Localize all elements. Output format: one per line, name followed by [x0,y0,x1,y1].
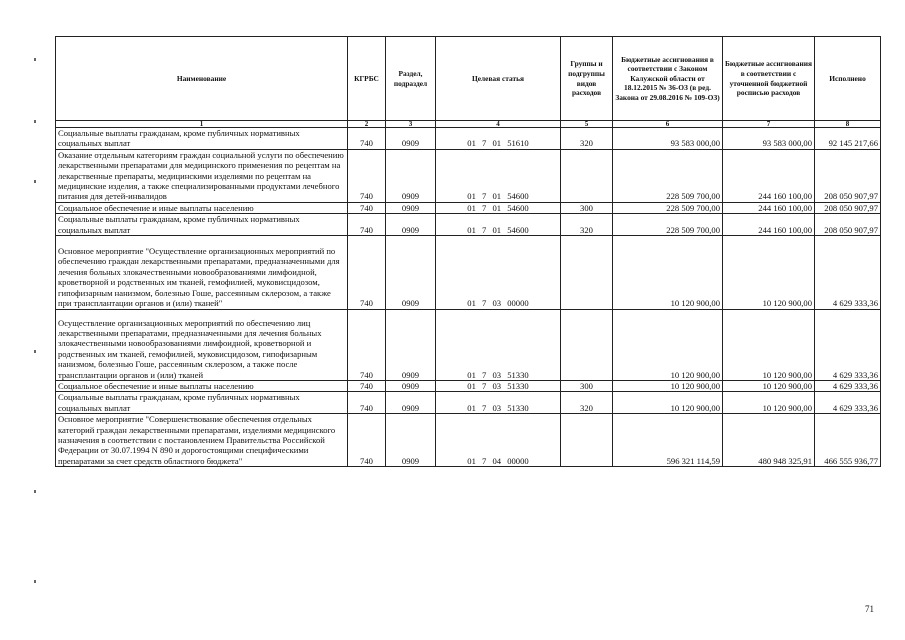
column-number: 2 [348,121,386,128]
row-section: 0909 [386,414,436,467]
column-number: 1 [56,121,348,128]
row-section: 0909 [386,202,436,213]
row-group: 300 [561,380,613,391]
row-executed: 208 050 907,97 [815,149,881,202]
row-section: 0909 [386,236,436,309]
row-kgrbs: 740 [348,309,386,380]
header-refined: Бюджетные ассигнования в соответствии с уточненной бюджетной росписью расходов [723,37,815,121]
table-row [56,392,881,414]
table-row [56,414,881,467]
row-name: Социальные выплаты гражданам, кроме публичных нормативных социальных выплат [56,214,348,236]
row-name: Основное мероприятие "Осуществление организационных мероприятий по обеспечению граждан лекарственными препаратами, предназначенными для лечения больных злокачественными новообразованиями лимфоидной, кроветворной и родственных им тканей, гемофилией, муковисцидозом, гипофизарным нанизмом, болезнью Гоше, рассеянным склерозом, а также при трансплантации органов и (или) тканей" [56,236,348,309]
row-budget: 596 321 114,59 [613,414,723,467]
header-group: Группы и подгруппы видов расходов [561,37,613,121]
row-group [561,149,613,202]
row-target: 01 7 01 54600 [436,214,561,236]
row-section: 0909 [386,380,436,391]
row-refined: 10 120 900,00 [723,392,815,414]
row-executed: 466 555 936,77 [815,414,881,467]
row-target: 01 7 03 51330 [436,309,561,380]
row-section: 0909 [386,392,436,414]
row-refined: 10 120 900,00 [723,309,815,380]
row-section: 0909 [386,309,436,380]
scan-mark [34,350,36,353]
scan-mark [34,580,36,583]
header-target: Целевая статья [436,37,561,121]
table-row [56,214,881,236]
row-target: 01 7 01 51610 [436,128,561,150]
row-budget: 93 583 000,00 [613,128,723,150]
row-group [561,414,613,467]
column-number: 3 [386,121,436,128]
row-kgrbs: 740 [348,214,386,236]
row-refined: 10 120 900,00 [723,380,815,391]
header-name: Наименование [56,37,348,121]
row-group: 300 [561,202,613,213]
table-row [56,128,881,150]
row-group: 320 [561,214,613,236]
row-target: 01 7 03 51330 [436,392,561,414]
scan-mark [34,180,36,183]
row-group [561,309,613,380]
table-row [56,309,881,380]
row-budget: 10 120 900,00 [613,392,723,414]
row-executed: 92 145 217,66 [815,128,881,150]
column-number: 5 [561,121,613,128]
row-refined: 244 160 100,00 [723,149,815,202]
row-budget: 228 509 700,00 [613,202,723,213]
row-executed: 4 629 333,36 [815,236,881,309]
row-section: 0909 [386,128,436,150]
column-number-row [56,121,881,128]
row-name: Оказание отдельным категориям граждан социальной услуги по обеспечению лекарственными препаратами для медицинского применения по рецептам на лекарственные препараты, медицинскими изделиями по рецептам на медицинские изделия, а также специализированными продуктами лечебного питания для детей-инвалидов [56,149,348,202]
row-name: Социальные выплаты гражданам, кроме публичных нормативных социальных выплат [56,392,348,414]
row-executed: 4 629 333,36 [815,392,881,414]
scan-margin-marks [34,40,40,600]
page-number: 71 [865,604,874,614]
table-row [56,149,881,202]
table-row [56,202,881,213]
row-refined: 244 160 100,00 [723,214,815,236]
column-number: 8 [815,121,881,128]
row-kgrbs: 740 [348,149,386,202]
row-kgrbs: 740 [348,202,386,213]
scan-mark [34,58,36,61]
row-target: 01 7 03 00000 [436,236,561,309]
row-group: 320 [561,128,613,150]
row-section: 0909 [386,149,436,202]
row-executed: 208 050 907,97 [815,214,881,236]
row-name: Социальное обеспечение и иные выплаты населению [56,202,348,213]
row-budget: 228 509 700,00 [613,214,723,236]
row-kgrbs: 740 [348,236,386,309]
row-budget: 10 120 900,00 [613,236,723,309]
row-executed: 4 629 333,36 [815,380,881,391]
row-group [561,236,613,309]
row-kgrbs: 740 [348,392,386,414]
row-target: 01 7 01 54600 [436,202,561,213]
row-executed: 208 050 907,97 [815,202,881,213]
scan-mark [34,490,36,493]
row-group: 320 [561,392,613,414]
row-name: Социальные выплаты гражданам, кроме публичных нормативных социальных выплат [56,128,348,150]
row-kgrbs: 740 [348,414,386,467]
header-kgrbs: КГРБС [348,37,386,121]
table-row [56,236,881,309]
row-refined: 244 160 100,00 [723,202,815,213]
header-section: Раздел, подраздел [386,37,436,121]
table-row [56,380,881,391]
row-kgrbs: 740 [348,128,386,150]
column-number: 7 [723,121,815,128]
row-refined: 10 120 900,00 [723,236,815,309]
row-target: 01 7 03 51330 [436,380,561,391]
row-kgrbs: 740 [348,380,386,391]
scan-mark [34,120,36,123]
row-target: 01 7 01 54600 [436,149,561,202]
table-header-row [56,37,881,121]
row-section: 0909 [386,214,436,236]
row-refined: 480 948 325,91 [723,414,815,467]
row-budget: 10 120 900,00 [613,309,723,380]
header-executed: Исполнено [815,37,881,121]
header-budget: Бюджетные ассигнования в соответствии с Законом Калужской области от 18.12.2015 № 36-ОЗ (в ред. Закона от 29.08.2016 № 109-ОЗ) [613,37,723,121]
row-target: 01 7 04 00000 [436,414,561,467]
row-refined: 93 583 000,00 [723,128,815,150]
row-name: Основное мероприятие "Совершенствование обеспечения отдельных категорий граждан лекарственными препаратами, изделиями медицинского назначения в соответствии с постановлением Правительства Российской Федерации от 30.07.1994 N 890 и дорогостоящими специфическими препаратами за счет средств областного бюджета" [56,414,348,467]
row-budget: 10 120 900,00 [613,380,723,391]
row-executed: 4 629 333,36 [815,309,881,380]
row-name: Осуществление организационных мероприятий по обеспечению лиц лекарственными препаратами, предназначенными для лечения больных злокачественными новообразованиями лимфоидной, кроветворной и родственных им тканей, гемофилией, муковисцидозом, гипофизарным нанизмом, болезнью Гоше, рассеянным склерозом, а также после трансплантации органов и (или) тканей [56,309,348,380]
column-number: 4 [436,121,561,128]
row-name: Социальное обеспечение и иные выплаты населению [56,380,348,391]
budget-table [55,36,881,467]
row-budget: 228 509 700,00 [613,149,723,202]
column-number: 6 [613,121,723,128]
